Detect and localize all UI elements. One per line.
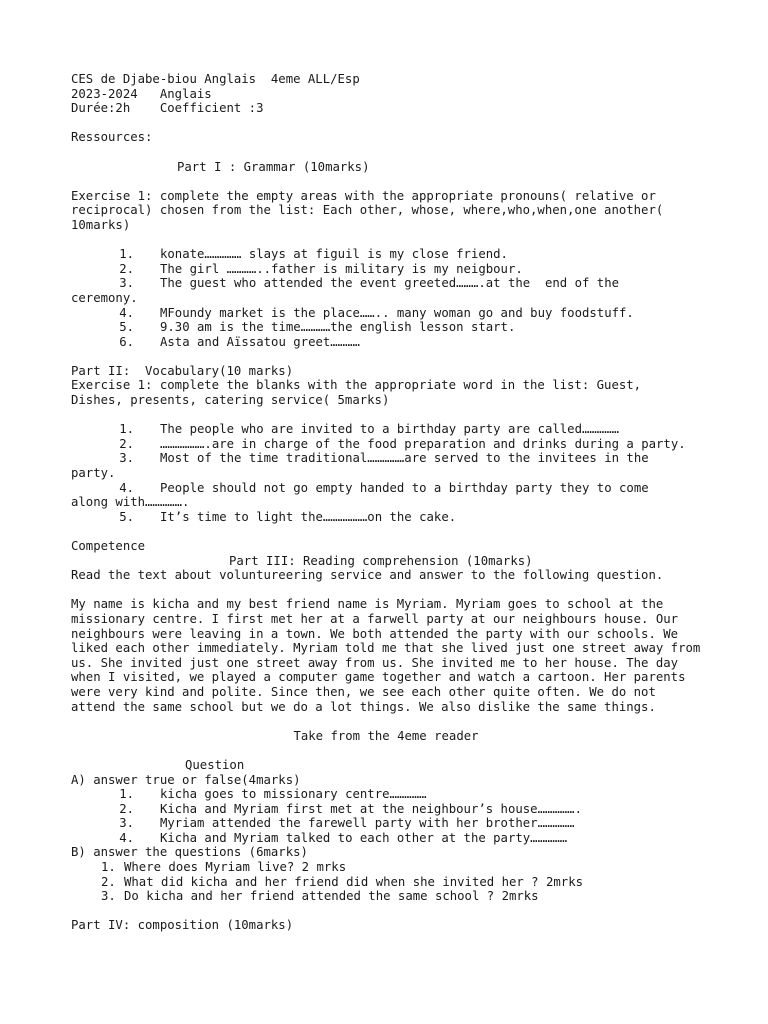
item-number: 5.	[119, 509, 134, 524]
part2-exercise-line1: Exercise 1: complete the blanks with the appropriate word in the list: Guest,	[71, 378, 642, 393]
item-number: 1.	[101, 860, 116, 875]
item-text: kicha goes to missionary centre……………	[160, 787, 427, 802]
true-false-list	[71, 787, 701, 845]
part3-b-heading: B) answer the questions (6marks)	[71, 845, 308, 860]
item-text: konate…………… slays at figuil is my close friend.	[160, 247, 508, 262]
list-item	[71, 437, 701, 452]
list-item	[71, 451, 701, 480]
item-number: 1.	[119, 247, 134, 262]
item-number: 3.	[119, 816, 134, 831]
list-item	[71, 320, 701, 335]
part1-title: Part I : Grammar (10marks)	[177, 159, 370, 174]
questions-list	[71, 860, 701, 904]
item-number: 6.	[119, 334, 134, 349]
part3-title: Part III: Reading comprehension (10marks)	[229, 553, 533, 568]
part1-exercise: Exercise 1: complete the empty areas with the appropriate pronouns( relative or reciprocal) chosen from the list: Each other, whose, where,who,when,one another( 10marks)	[71, 188, 664, 232]
part3-instruction: Read the text about voluntureering service and answer to the following question.	[71, 568, 664, 583]
item-number: 2.	[119, 801, 134, 816]
item-text: It’s time to light the………………on the cake.	[160, 509, 457, 524]
passage-source: Take from the 4eme reader	[293, 728, 479, 743]
item-text: ……………….are in charge of the food preparation and drinks during a party.	[160, 436, 686, 451]
item-number: 3.	[119, 276, 134, 291]
item-number: 5.	[119, 320, 134, 335]
item-text: What did kicha and her friend did when she invited her ? 2mrks	[124, 874, 584, 889]
part2-list	[71, 422, 701, 524]
item-text: The guest who attended the event greeted……….at the end of the	[160, 276, 620, 291]
list-item	[71, 276, 701, 305]
item-number: 4.	[119, 480, 134, 495]
header-year: 2023-2024 Anglais	[71, 86, 212, 101]
part2-title: Part II: Vocabulary(10 marks)	[71, 363, 294, 378]
item-number: 3.	[101, 889, 116, 904]
item-text: Where does Myriam live? 2 mrks	[124, 860, 347, 875]
item-text: Myriam attended the farewell party with her brother……………	[160, 816, 575, 831]
item-number: 2.	[119, 261, 134, 276]
part3-a-heading: A) answer true or false(4marks)	[71, 772, 301, 787]
item-text: Kicha and Myriam first met at the neighbour’s house…………….	[160, 801, 582, 816]
reading-passage: My name is kicha and my best friend name is Myriam. Myriam goes to school at the missionary centre. I first met her at a farwell party at our neighbours house. Our neighbours were leaving in a town. We both attended the party with our schools. We liked each other immediately. Myriam told me that she lived just one street away from us. She invited just one street away from us. She invited me to her house. The day when I visited, we played a computer game together and watch a cartoon. Her parents were very kind and polite. Since then, we see each other quite often. We do not attend the same school but we do a lot things. We also dislike the same things.	[71, 597, 701, 714]
list-item	[71, 335, 701, 350]
item-text: The girl …………..father is military is my neigbour.	[160, 261, 523, 276]
item-text: MFoundy market is the place…….. many woman go and buy foodstuff.	[160, 305, 634, 320]
item-text-wrap: along with…………….	[71, 495, 190, 510]
list-item	[71, 247, 701, 262]
item-text-wrap: ceremony.	[71, 290, 138, 305]
item-text: Asta and Aïssatou greet…………	[160, 334, 360, 349]
list-item	[71, 889, 701, 904]
item-text: Kicha and Myriam talked to each other at the party……………	[160, 830, 568, 845]
header-duration: Durée:2h Coefficient :3	[71, 101, 264, 116]
item-text: Most of the time traditional……………are served to the invitees in the	[160, 451, 649, 466]
list-item	[71, 481, 701, 510]
item-text: Do kicha and her friend attended the same school ? 2mrks	[124, 889, 539, 904]
list-item	[71, 510, 701, 525]
item-text-wrap: party.	[71, 466, 116, 481]
list-item	[71, 875, 701, 890]
item-text: 9.30 am is the time…………the english lesson start.	[160, 320, 516, 335]
item-text: People should not go empty handed to a birthday party they to come	[160, 480, 649, 495]
item-number: 3.	[119, 451, 134, 466]
part2-exercise-line2: Dishes, presents, catering service( 5marks)	[71, 393, 390, 408]
list-item	[71, 860, 701, 875]
list-item	[71, 306, 701, 321]
item-number: 4.	[119, 305, 134, 320]
list-item	[71, 831, 701, 846]
item-number: 2.	[101, 874, 116, 889]
question-heading: Question	[185, 757, 245, 772]
item-text: The people who are invited to a birthday party are called……………	[160, 422, 620, 437]
item-number: 1.	[119, 422, 134, 437]
list-item	[71, 262, 701, 277]
item-number: 4.	[119, 830, 134, 845]
list-item	[71, 816, 701, 831]
list-item	[71, 422, 701, 437]
exam-sheet	[71, 72, 701, 933]
header-school: CES de Djabe-biou Anglais 4eme ALL/Esp	[71, 72, 360, 86]
ressources-label: Ressources:	[71, 130, 153, 145]
part4-title: Part IV: composition (10marks)	[71, 918, 294, 933]
list-item	[71, 787, 701, 802]
list-item	[71, 802, 701, 817]
item-number: 1.	[119, 787, 134, 802]
item-number: 2.	[119, 436, 134, 451]
competence-label: Competence	[71, 539, 146, 553]
part1-list	[71, 247, 701, 349]
